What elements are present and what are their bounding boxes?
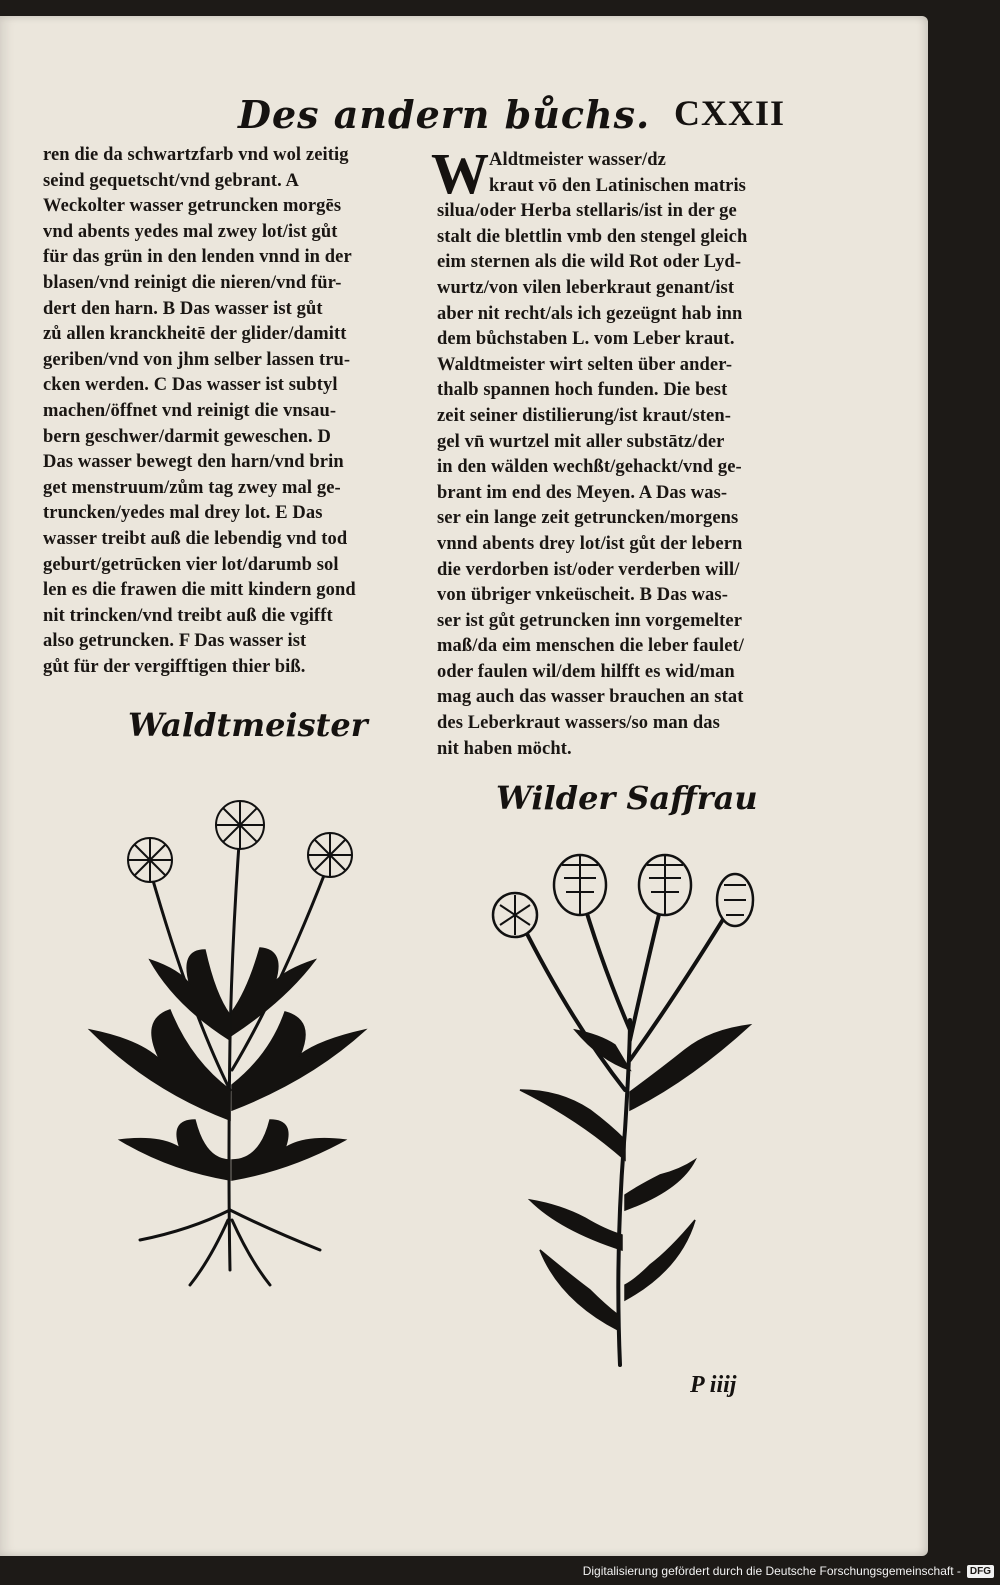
right-column-line: eim sternen als die wild Rot oder Lyd- [437, 252, 742, 273]
left-column-line: Das wasser bewegt den harn/vnd brin [43, 452, 344, 473]
right-column-line: mag auch das wasser brauchen an stat [437, 687, 744, 708]
left-column-line: für das grün in den lenden vnnd in der [43, 247, 352, 268]
right-column-line: Waldtmeister wirt selten über ander- [437, 354, 733, 375]
right-column-line: dem bůchstaben L. vom Leber kraut. [437, 329, 735, 350]
left-column-line: cken werden. C Das wasser ist subtyl [43, 375, 338, 396]
credit-text: Digitalisierung gefördert durch die Deutsche Forschungsgemeinschaft - [582, 1564, 961, 1578]
left-text-column [43, 143, 423, 680]
left-column-line: zů allen kranckheitē der glider/damitt [43, 324, 347, 345]
left-column-line: nit trincken/vnd treibt auß die vgifft [43, 605, 333, 626]
woodcut-wilder-saffrau-illustration [480, 830, 770, 1370]
right-column-line: silua/oder Herba stellaris/ist in der ge [437, 201, 737, 222]
left-column-line: Weckolter wasser getruncken morgēs [43, 196, 342, 217]
left-column-line: bern geschwer/darmit geweschen. D [43, 426, 331, 447]
right-column-line: in den wälden wechßt/gehackt/vnd ge- [437, 457, 742, 478]
right-column-line: gel vn̄ wurtzel mit aller substātz/der [437, 431, 725, 452]
right-column-line: von übriger vnkeüscheit. B Das was- [437, 585, 728, 606]
right-column-line: ser ein lange zeit getruncken/morgens [437, 508, 739, 529]
right-column-line: stalt die blettlin vmb den stengel gleich [437, 226, 748, 247]
right-column-line: wurtz/von vilen leberkraut genant/ist [437, 277, 735, 298]
right-column-line: nit haben möcht. [437, 738, 572, 759]
left-column-line: dert den harn. B Das wasser ist gůt [43, 298, 323, 319]
left-column-line: machen/öffnet vnd reinigt die vnsau- [43, 400, 337, 421]
right-text-column [437, 148, 817, 762]
right-column-line: vnnd abents drey lot/ist gůt der lebern [437, 533, 743, 554]
caption-wilder-saffrau: Wilder Saffrau [496, 779, 758, 817]
right-column-line: kraut vō den Latinischen matris [489, 175, 746, 196]
right-column-line: aber nit recht/als ich gezeügnt hab inn [437, 303, 743, 324]
left-column-line: seind gequetscht/vnd gebrant. A [43, 170, 299, 191]
left-column-line: wasser treibt auß die lebendig vnd tod [43, 528, 348, 549]
caption-waldtmeister: Waldtmeister [128, 706, 368, 744]
left-column-line: also getruncken. F Das wasser ist [43, 631, 307, 652]
right-column-line: thalb spannen hoch funden. Die best [437, 380, 728, 401]
left-column-line: ren die da schwartzfarb vnd wol zeitig [43, 145, 349, 165]
folio-number: CXXII [674, 93, 786, 133]
left-column-line: blasen/vnd reinigt die nieren/vnd für- [43, 272, 342, 293]
drop-capital: W [431, 141, 489, 206]
right-column-line: oder faulen wil/dem hilfft es wid/man [437, 661, 735, 682]
right-column-line: maß/da eim menschen die leber faulet/ [437, 636, 745, 657]
left-column-line: gůt für der vergifftigen thier biß. [43, 656, 306, 677]
left-column-line: geriben/vnd von jhm selber lassen tru- [43, 349, 351, 370]
woodcut-waldtmeister-illustration [80, 790, 380, 1290]
right-column-line: Aldtmeister wasser/dz [489, 150, 666, 170]
digitization-credit [583, 1561, 994, 1581]
running-title: Des andern bůchs. [238, 92, 651, 137]
right-column-line: ser ist gůt getruncken inn vorgemelter [437, 610, 743, 631]
left-column-line: geburt/getrūcken vier lot/darumb sol [43, 554, 339, 575]
right-column-line: brant im end des Meyen. A Das was- [437, 482, 728, 503]
dfg-logo: DFG [967, 1565, 994, 1578]
right-column-line: zeit seiner distilierung/ist kraut/sten- [437, 405, 731, 426]
left-column-line: len es die frawen die mitt kindern gond [43, 580, 356, 601]
left-column-line: truncken/yedes mal drey lot. E Das [43, 503, 323, 524]
right-column-line: die verdorben ist/oder verderben will/ [437, 559, 740, 580]
signature-mark: P iiij [690, 1372, 737, 1398]
right-column-line: des Leberkraut wassers/so man das [437, 713, 720, 734]
left-column-line: get menstruum/zům tag zwey mal ge- [43, 477, 341, 498]
left-column-line: vnd abents yedes mal zwey lot/ist gůt [43, 221, 338, 242]
